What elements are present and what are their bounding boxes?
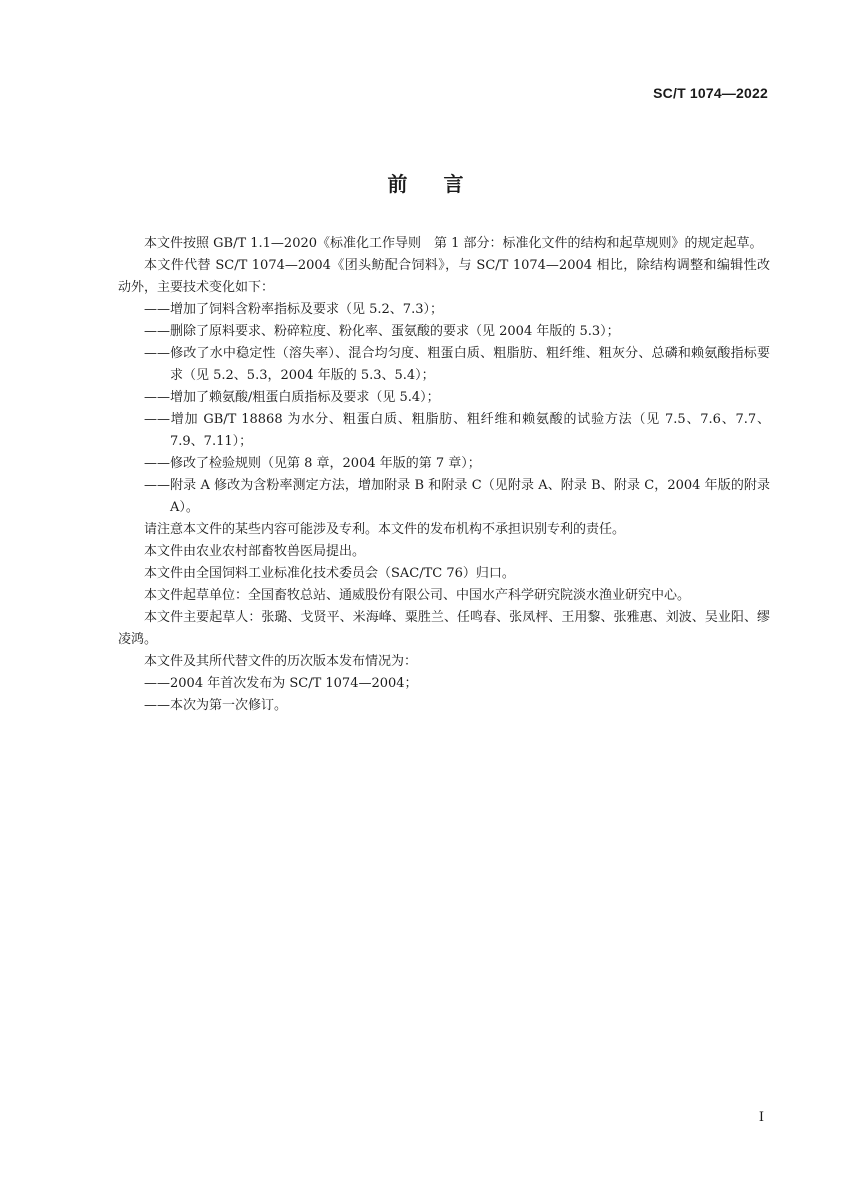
- change-item-test-methods: ——增加 GB/T 18868 为水分、粗蛋白质、粗脂肪、粗纤维和赖氨酸的试验方法（见 7.5、7.6、7.7、7.9、7.11）；: [144, 412, 770, 449]
- change-item-lysine-ratio: ——增加了赖氨酸/粗蛋白质指标及要求（见 5.4）；: [144, 390, 440, 405]
- document-body: [118, 233, 770, 717]
- standard-code: SC/T 1074—2022: [653, 85, 768, 101]
- change-item-removed-requirements: ——删除了原料要求、粉碎粒度、粉化率、蛋氨酸的要求（见 2004 年版的 5.3）；: [144, 324, 620, 339]
- paragraph-drafting-rules: 本文件按照 GB/T 1.1—2020《标准化工作导则 第 1 部分：标准化文件的结构和起草规则》的规定起草。: [144, 236, 763, 251]
- paragraph-proposer: 本文件由农业农村部畜牧兽医局提出。: [144, 544, 366, 559]
- paragraph-replacement-note: 本文件代替 SC/T 1074—2004《团头鲂配合饲料》，与 SC/T 1074—2004 相比，除结构调整和编辑性改动外，主要技术变化如下：: [118, 258, 770, 295]
- history-item-first-release: ——2004 年首次发布为 SC/T 1074—2004；: [144, 676, 418, 691]
- change-item-appendices: ——附录 A 修改为含粉率测定方法，增加附录 B 和附录 C（见附录 A、附录 B、附录 C，2004 年版的附录 A）。: [144, 478, 770, 515]
- paragraph-technical-committee: 本文件由全国饲料工业标准化技术委员会（SAC/TC 76）归口。: [144, 566, 515, 581]
- paragraph-patent-notice: 请注意本文件的某些内容可能涉及专利。本文件的发布机构不承担识别专利的责任。: [144, 522, 626, 537]
- page-title: 前言: [387, 172, 500, 196]
- change-item-powder-rate: ——增加了饲料含粉率指标及要求（见 5.2、7.3）；: [144, 302, 443, 317]
- paragraph-drafting-units: 本文件起草单位：全国畜牧总站、通威股份有限公司、中国水产科学研究院淡水渔业研究中心。: [144, 588, 691, 603]
- paragraph-drafters: 本文件主要起草人：张璐、戈贤平、米海峰、粟胜兰、任鸣春、张凤枰、王用黎、张雅惠、刘波、吴业阳、缪凌鸿。: [118, 610, 770, 647]
- change-item-modified-indicators: ——修改了水中稳定性（溶失率）、混合均匀度、粗蛋白质、粗脂肪、粗纤维、粗灰分、总磷和赖氨酸指标要求（见 5.2、5.3，2004 年版的 5.3、5.4）；: [144, 346, 770, 383]
- paragraph-version-history: 本文件及其所代替文件的历次版本发布情况为：: [144, 654, 418, 669]
- page-number: I: [758, 1110, 764, 1125]
- history-item-revision: ——本次为第一次修订。: [144, 698, 288, 713]
- change-item-inspection-rules: ——修改了检验规则（见第 8 章，2004 年版的第 7 章）；: [144, 456, 481, 471]
